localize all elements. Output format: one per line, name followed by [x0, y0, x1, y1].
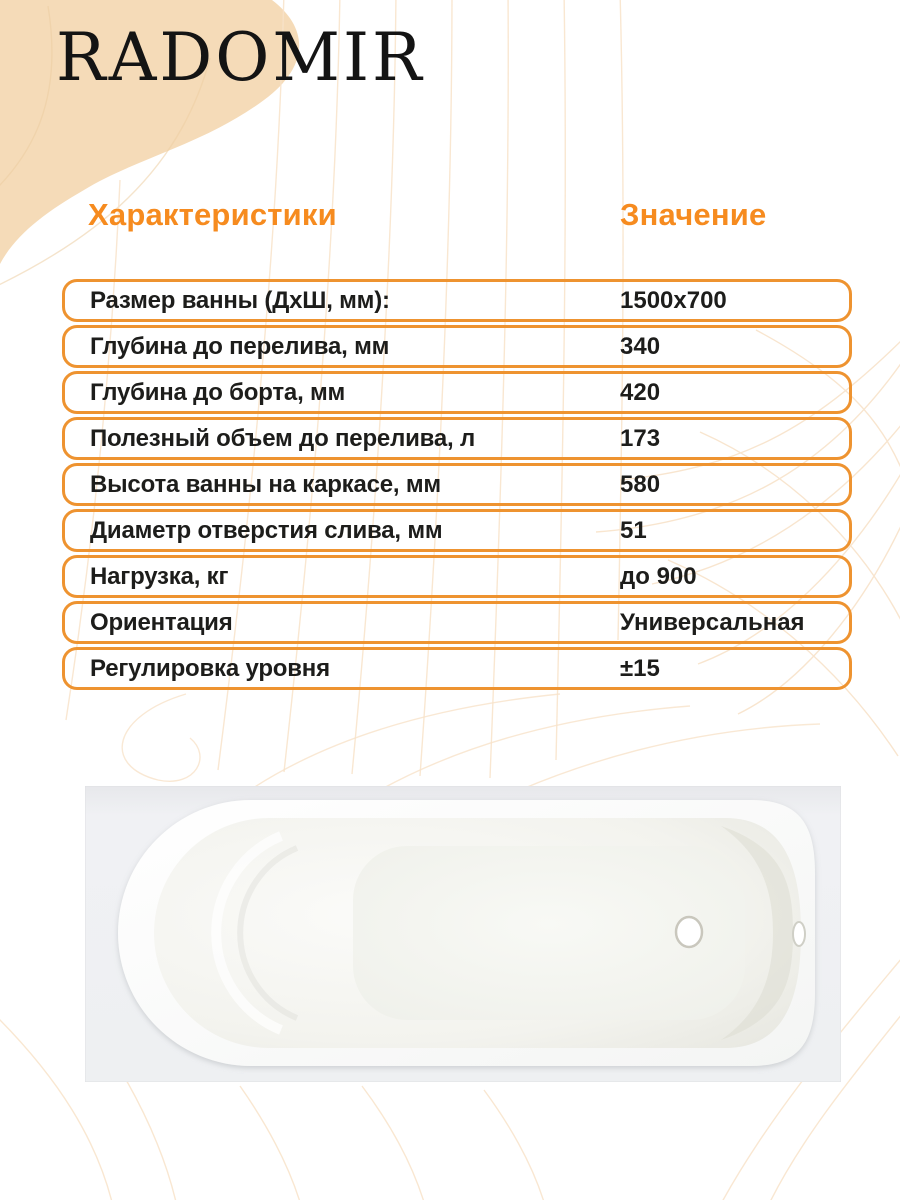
spec-label: Нагрузка, кг [90, 562, 229, 590]
spec-label: Регулировка уровня [90, 654, 330, 682]
table-headers [88, 197, 852, 237]
spec-label: Диаметр отверстия слива, мм [90, 516, 443, 544]
spec-value: 580 [620, 470, 661, 498]
table-row [62, 279, 852, 322]
spec-value: 1500x700 [620, 286, 727, 314]
spec-label: Глубина до перелива, мм [90, 332, 390, 360]
bathtub-top-view-image [85, 786, 841, 1082]
spec-value: 340 [620, 332, 661, 360]
spec-label: Ориентация [90, 608, 233, 636]
spec-label: Размер ванны (ДхШ, мм): [90, 286, 390, 314]
spec-table [62, 279, 852, 693]
drain-hole [676, 917, 702, 947]
characteristics-header: Характеристики [88, 197, 337, 232]
table-row [62, 555, 852, 598]
table-row [62, 325, 852, 368]
table-row [62, 417, 852, 460]
spec-value: 173 [620, 424, 661, 452]
spec-value: ±15 [620, 654, 660, 682]
spec-label: Высота ванны на каркасе, мм [90, 470, 441, 498]
spec-value: 420 [620, 378, 661, 406]
overflow-hole [793, 922, 805, 946]
table-row [62, 509, 852, 552]
spec-value: 51 [620, 516, 647, 544]
table-row [62, 463, 852, 506]
table-row [62, 601, 852, 644]
spec-value: Универсальная [620, 608, 805, 636]
brand-logo: RADOMIR [56, 19, 425, 96]
gap-wave-lines [122, 694, 820, 790]
spec-value: до 900 [620, 562, 697, 590]
value-header: Значение [620, 197, 767, 232]
table-row [62, 371, 852, 414]
spec-label: Глубина до борта, мм [90, 378, 346, 406]
table-row [62, 647, 852, 690]
spec-label: Полезный объем до перелива, л [90, 424, 476, 452]
